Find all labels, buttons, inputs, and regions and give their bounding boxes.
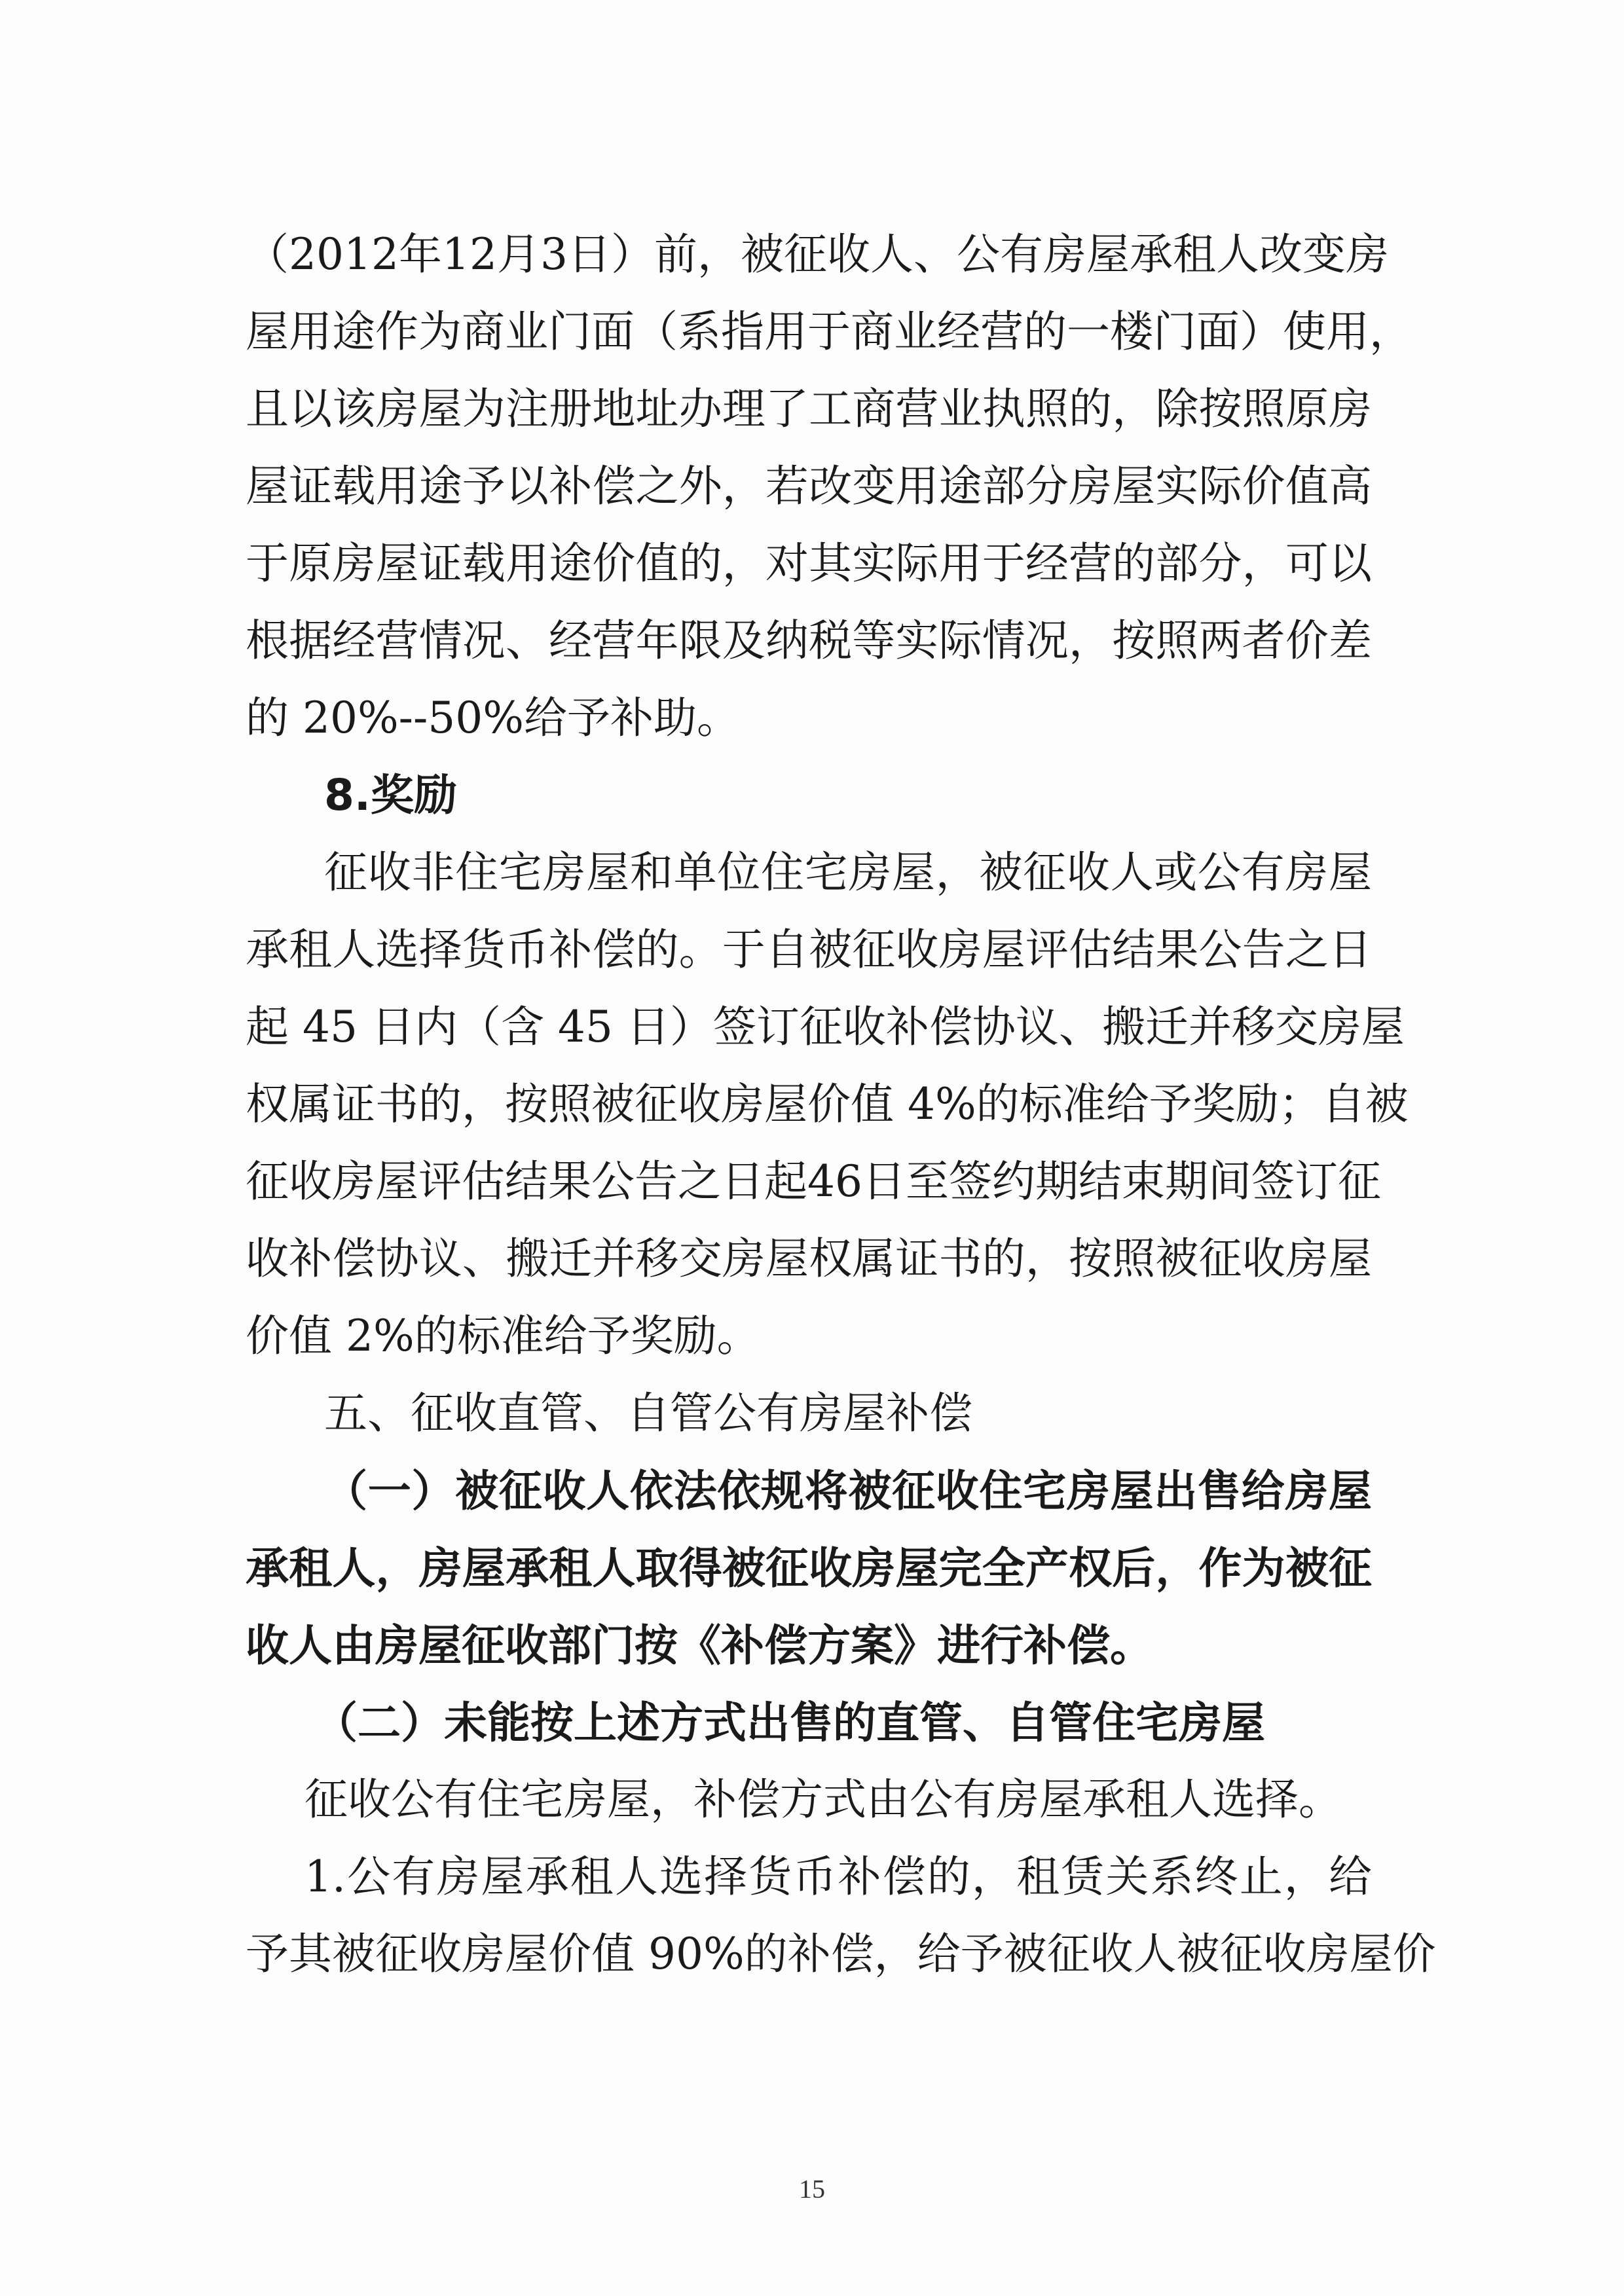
text-line: 价值 2%的标准给予奖励。 (246, 1311, 760, 1361)
subsection-heading-two: （二）未能按上述方式出售的直管、自管住宅房屋 (314, 1697, 1265, 1748)
text-line: 予其被征收房屋价值 90%的补偿，给予被征收人被征收房屋价 (246, 1929, 1436, 1979)
text-line: 收补偿协议、搬迁并移交房屋权属证书的，按照被征收房屋 (246, 1233, 1372, 1284)
bold-text-line: （一）被征收人依法依规将被征收住宅房屋出售给房屋 (324, 1465, 1372, 1516)
text-line: 征收公有住宅房屋，补偿方式由公有房屋承租人选择。 (304, 1774, 1342, 1825)
text-line: （2012年12月3日）前，被征收人、公有房屋承租人改变房 (246, 229, 1389, 280)
section-heading-five: 五、征收直管、自管公有房屋补偿 (324, 1388, 972, 1438)
text-line: 1.公有房屋承租人选择货币补偿的，租赁关系终止，给 (304, 1851, 1372, 1902)
bold-text-line: 承租人，房屋承租人取得被征收房屋完全产权后，作为被征 (246, 1542, 1372, 1594)
text-line: 且以该房屋为注册地址办理了工商营业执照的，除按照原房 (246, 384, 1372, 434)
page-number: 15 (799, 2174, 825, 2204)
text-line: 的 20%--50%给予补助。 (246, 693, 740, 743)
text-line: 于原房屋证载用途价值的，对其实际用于经营的部分，可以 (246, 538, 1372, 589)
text-line: 征收房屋评估结果公告之日起46日至签约期结束期间签订征 (246, 1156, 1381, 1207)
text-line: 承租人选择货币补偿的。于自被征收房屋评估结果公告之日 (246, 924, 1372, 975)
section-heading-reward: 8.奖励 (324, 770, 457, 820)
text-line: 屋证载用途予以补偿之外，若改变用途部分房屋实际价值高 (246, 461, 1372, 511)
text-line: 权属证书的，按照被征收房屋价值 4%的标准给予奖励；自被 (246, 1079, 1409, 1129)
bold-text-line: 收人由房屋征收部门按《补偿方案》进行补偿。 (246, 1620, 1153, 1671)
text-line: 屋用途作为商业门面（系指用于商业经营的一楼门面）使用， (246, 306, 1412, 357)
text-line: 起 45 日内（含 45 日）签订征收补偿协议、搬迁并移交房屋 (246, 1002, 1405, 1052)
text-line: 根据经营情况、经营年限及纳税等实际情况，按照两者价差 (246, 615, 1372, 666)
text-line: 征收非住宅房屋和单位住宅房屋，被征收人或公有房屋 (324, 847, 1372, 898)
